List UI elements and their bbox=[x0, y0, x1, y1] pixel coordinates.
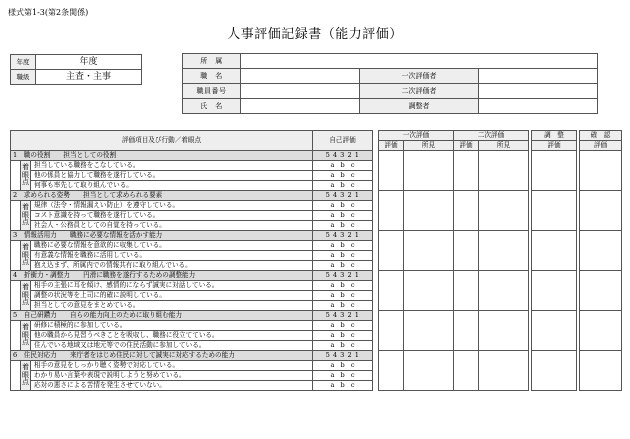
item-row bbox=[11, 201, 622, 211]
first-opinion-cell[interactable] bbox=[404, 231, 454, 271]
name-label: 氏 名 bbox=[183, 99, 241, 114]
second-opinion-cell[interactable] bbox=[479, 151, 529, 191]
item-row bbox=[11, 211, 622, 221]
section-row bbox=[11, 191, 622, 201]
item-row bbox=[11, 241, 622, 251]
focus-point-label: 着眼点 bbox=[21, 281, 31, 311]
self-eval-abc[interactable]: a b c bbox=[313, 291, 373, 301]
self-eval-scale[interactable]: 5 4 3 2 1 bbox=[313, 311, 373, 321]
item-row bbox=[11, 161, 622, 171]
second-opinion-header: 所見 bbox=[479, 141, 529, 151]
adjust-rating-header: 評価 bbox=[532, 141, 577, 151]
self-eval-abc[interactable]: a b c bbox=[313, 261, 373, 271]
items-header: 評価項目及び行動／着眼点 bbox=[11, 131, 313, 151]
focus-item: 相手の主張に耳を傾け、感情的にならず誠実に対話している。 bbox=[31, 281, 313, 291]
second-evaluator-field[interactable] bbox=[479, 84, 598, 99]
first-rating-cell[interactable] bbox=[379, 151, 404, 191]
section-title: 1 職の役割 担当としての役割 bbox=[11, 151, 313, 161]
section-title: 6 住民対応力 来庁者をはじめ住民に対して誠実に対応するための能力 bbox=[11, 351, 313, 361]
focus-item: 応対の悪さによる苦情を発生させていない。 bbox=[31, 381, 313, 391]
focus-item: わかり易い言葉や表現で説明しようと努めている。 bbox=[31, 371, 313, 381]
self-eval-scale[interactable]: 5 4 3 2 1 bbox=[313, 271, 373, 281]
section-title: 3 情報活用力 職務に必要な情報を活かす能力 bbox=[11, 231, 313, 241]
first-opinion-cell[interactable] bbox=[404, 191, 454, 231]
self-eval-abc[interactable]: a b c bbox=[313, 331, 373, 341]
second-evaluator-label: 二次評価者 bbox=[360, 84, 479, 99]
staff-number-field[interactable] bbox=[241, 84, 360, 99]
focus-point-label: 着眼点 bbox=[21, 201, 31, 231]
self-eval-header: 自己評価 bbox=[313, 131, 373, 151]
adjust-rating-cell[interactable] bbox=[532, 311, 577, 351]
first-eval-header: 一次評価 bbox=[379, 131, 454, 141]
self-eval-abc[interactable]: a b c bbox=[313, 161, 373, 171]
second-rating-cell[interactable] bbox=[454, 151, 479, 191]
focus-point-label: 着眼点 bbox=[21, 321, 31, 351]
self-eval-abc[interactable]: a b c bbox=[313, 221, 373, 231]
focus-item: 抱え込まず、所属内での情報共有に取り組んでいる。 bbox=[31, 261, 313, 271]
first-opinion-cell[interactable] bbox=[404, 151, 454, 191]
focus-point-label: 着眼点 bbox=[21, 161, 31, 191]
adjust-rating-cell[interactable] bbox=[532, 151, 577, 191]
item-row bbox=[11, 221, 622, 231]
first-opinion-cell[interactable] bbox=[404, 351, 454, 391]
item-row bbox=[11, 341, 622, 351]
first-rating-cell[interactable] bbox=[379, 231, 404, 271]
section-title: 2 求められる姿勢 担当として求められる要素 bbox=[11, 191, 313, 201]
item-row bbox=[11, 291, 622, 301]
self-eval-scale[interactable]: 5 4 3 2 1 bbox=[313, 151, 373, 161]
focus-item: 住んでいる地域又は地元等での住民活動に参加している。 bbox=[31, 341, 313, 351]
first-rating-cell[interactable] bbox=[379, 311, 404, 351]
self-eval-abc[interactable]: a b c bbox=[313, 371, 373, 381]
focus-item: 何事も率先して取り組んでいる。 bbox=[31, 181, 313, 191]
focus-item: 研修に積極的に参加している。 bbox=[31, 321, 313, 331]
confirm-rating-cell[interactable] bbox=[580, 231, 622, 271]
confirm-rating-cell[interactable] bbox=[580, 151, 622, 191]
second-rating-cell[interactable] bbox=[454, 351, 479, 391]
self-eval-abc[interactable]: a b c bbox=[313, 381, 373, 391]
second-opinion-cell[interactable] bbox=[479, 311, 529, 351]
confirm-rating-cell[interactable] bbox=[580, 351, 622, 391]
self-eval-abc[interactable]: a b c bbox=[313, 181, 373, 191]
section-row bbox=[11, 351, 622, 361]
confirm-rating-cell[interactable] bbox=[580, 191, 622, 231]
item-row bbox=[11, 181, 622, 191]
self-eval-abc[interactable]: a b c bbox=[313, 321, 373, 331]
section-row bbox=[11, 311, 622, 321]
item-row bbox=[11, 251, 622, 261]
self-eval-scale[interactable]: 5 4 3 2 1 bbox=[313, 231, 373, 241]
second-rating-cell[interactable] bbox=[454, 231, 479, 271]
self-eval-abc[interactable]: a b c bbox=[313, 201, 373, 211]
item-row bbox=[11, 171, 622, 181]
position-label: 職 名 bbox=[183, 69, 241, 84]
confirm-rating-header: 評価 bbox=[580, 141, 622, 151]
coordinator-field[interactable] bbox=[479, 99, 598, 114]
self-eval-scale[interactable]: 5 4 3 2 1 bbox=[313, 351, 373, 361]
focus-item: コスト意識を持って職務を遂行している。 bbox=[31, 211, 313, 221]
self-eval-abc[interactable]: a b c bbox=[313, 301, 373, 311]
item-row bbox=[11, 281, 622, 291]
section-title: 5 自己研鑽力 自らの能力向上のために取り組む能力 bbox=[11, 311, 313, 321]
affiliation-label: 所 属 bbox=[183, 54, 241, 69]
first-opinion-header: 所見 bbox=[404, 141, 454, 151]
item-row bbox=[11, 361, 622, 371]
adjust-rating-cell[interactable] bbox=[532, 351, 577, 391]
evaluation-table bbox=[10, 130, 622, 391]
year-grade-box bbox=[10, 54, 142, 85]
first-rating-cell[interactable] bbox=[379, 271, 404, 311]
second-rating-cell[interactable] bbox=[454, 191, 479, 231]
self-eval-abc[interactable]: a b c bbox=[313, 361, 373, 371]
grade-label: 職級 bbox=[11, 70, 36, 85]
first-opinion-cell[interactable] bbox=[404, 271, 454, 311]
staff-info-box bbox=[182, 53, 598, 114]
affiliation-field[interactable] bbox=[241, 54, 598, 69]
first-evaluator-field[interactable] bbox=[479, 69, 598, 84]
self-eval-abc[interactable]: a b c bbox=[313, 241, 373, 251]
grade-field[interactable]: 主査・主事 bbox=[36, 70, 142, 85]
focus-item: 職務に必要な情報を意欲的に収集している。 bbox=[31, 241, 313, 251]
second-rating-cell[interactable] bbox=[454, 271, 479, 311]
adjust-rating-cell[interactable] bbox=[532, 271, 577, 311]
focus-item: 有意義な情報を職務に活用している。 bbox=[31, 251, 313, 261]
name-field[interactable] bbox=[241, 99, 360, 114]
second-opinion-cell[interactable] bbox=[479, 351, 529, 391]
year-field[interactable]: 年度 bbox=[36, 55, 142, 70]
adjust-rating-cell[interactable] bbox=[532, 231, 577, 271]
position-field[interactable] bbox=[241, 69, 360, 84]
self-eval-abc[interactable]: a b c bbox=[313, 171, 373, 181]
second-rating-cell[interactable] bbox=[454, 311, 479, 351]
second-eval-header: 二次評価 bbox=[454, 131, 529, 141]
second-opinion-cell[interactable] bbox=[479, 231, 529, 271]
self-eval-abc[interactable]: a b c bbox=[313, 341, 373, 351]
first-evaluator-label: 一次評価者 bbox=[360, 69, 479, 84]
section-row bbox=[11, 151, 622, 161]
focus-item: 他の職員から見習うべきことを吸収し、職務に役立てている。 bbox=[31, 331, 313, 341]
self-eval-scale[interactable]: 5 4 3 2 1 bbox=[313, 191, 373, 201]
adjust-rating-cell[interactable] bbox=[532, 191, 577, 231]
item-row bbox=[11, 371, 622, 381]
item-row bbox=[11, 381, 622, 391]
item-row bbox=[11, 331, 622, 341]
item-row bbox=[11, 261, 622, 271]
focus-item: 担当している職務をこなしている。 bbox=[31, 161, 313, 171]
section-row bbox=[11, 231, 622, 241]
page-title: 人事評価記録書（能力評価） bbox=[227, 27, 403, 42]
focus-item: 調整の状況等を上司に的確に説明している。 bbox=[31, 291, 313, 301]
coordinator-label: 調整者 bbox=[360, 99, 479, 114]
focus-point-label: 着眼点 bbox=[21, 241, 31, 271]
second-opinion-cell[interactable] bbox=[479, 271, 529, 311]
focus-item: 担当としての意見をまとめている。 bbox=[31, 301, 313, 311]
confirm-rating-cell[interactable] bbox=[580, 311, 622, 351]
form-number: 様式第1-3(第2条関係) bbox=[8, 8, 89, 17]
first-rating-cell[interactable] bbox=[379, 191, 404, 231]
first-rating-cell[interactable] bbox=[379, 351, 404, 391]
adjust-header: 調 整 bbox=[532, 131, 577, 141]
confirm-rating-cell[interactable] bbox=[580, 271, 622, 311]
focus-item: 社会人・公務員としての自覚を持っている。 bbox=[31, 221, 313, 231]
focus-item: 相手の意見をしっかり聴く姿勢で対応している。 bbox=[31, 361, 313, 371]
item-row bbox=[11, 301, 622, 311]
year-label: 年度 bbox=[11, 55, 36, 70]
section-row bbox=[11, 271, 622, 281]
section-title: 4 折衝力・調整力 円滑に職務を遂行するための調整能力 bbox=[11, 271, 313, 281]
self-eval-abc[interactable]: a b c bbox=[313, 281, 373, 291]
second-rating-header: 評価 bbox=[454, 141, 479, 151]
second-opinion-cell[interactable] bbox=[479, 191, 529, 231]
focus-point-label: 着眼点 bbox=[21, 361, 31, 391]
confirm-header: 確 認 bbox=[580, 131, 622, 141]
focus-item: 他の係員と協力して職務を遂行している。 bbox=[31, 171, 313, 181]
staff-number-label: 職員番号 bbox=[183, 84, 241, 99]
self-eval-abc[interactable]: a b c bbox=[313, 251, 373, 261]
item-row bbox=[11, 321, 622, 331]
focus-item: 規律（法令・情報漏えい防止）を遵守している。 bbox=[31, 201, 313, 211]
first-rating-header: 評価 bbox=[379, 141, 404, 151]
self-eval-abc[interactable]: a b c bbox=[313, 211, 373, 221]
first-opinion-cell[interactable] bbox=[404, 311, 454, 351]
